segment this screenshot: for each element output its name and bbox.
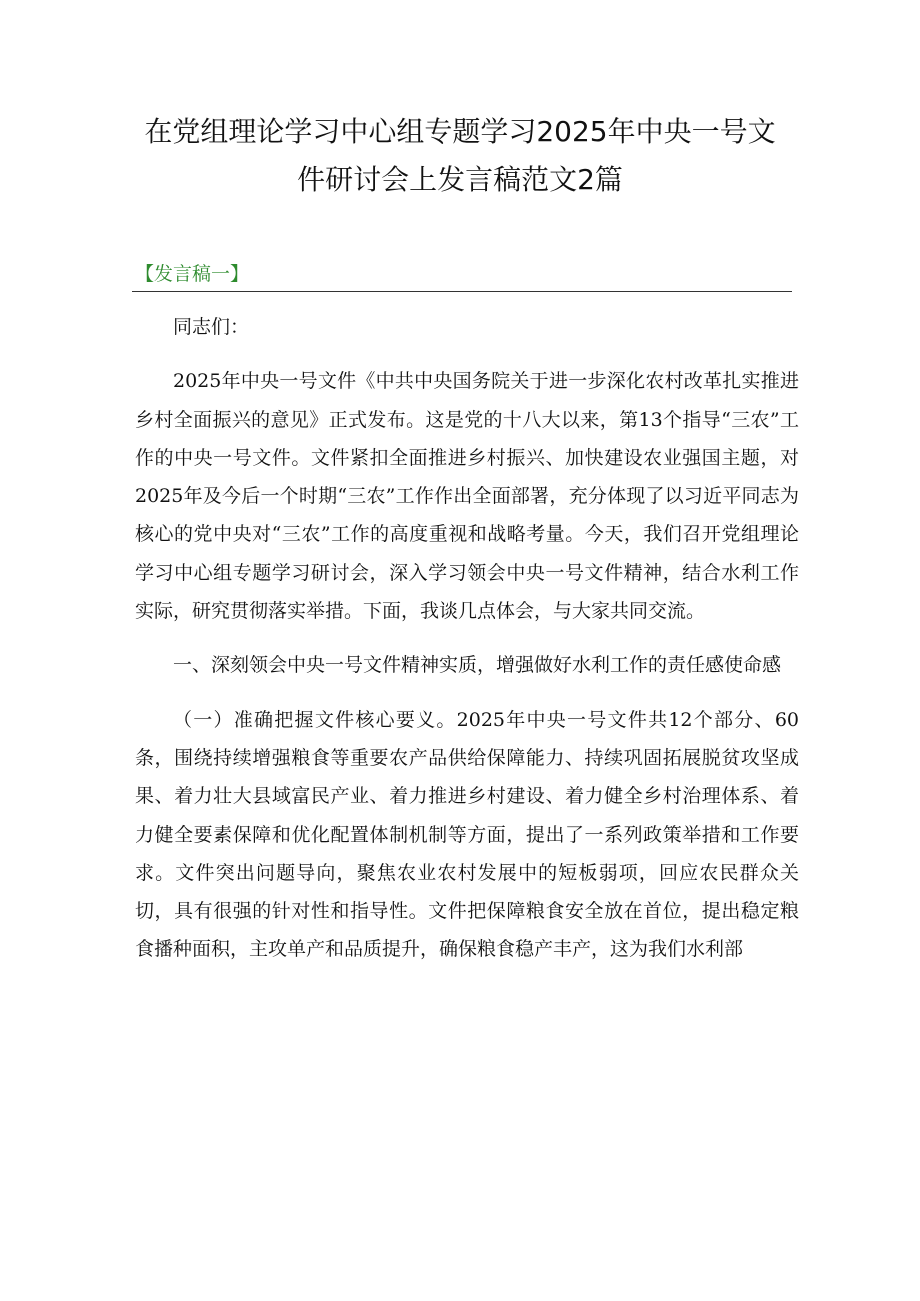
section-heading: 【发言稿一】: [135, 263, 250, 285]
heading-divider: [132, 291, 792, 292]
document-title: [120, 108, 800, 204]
section-one-heading: 一、深刻领会中央一号文件精神实质，增强做好水利工作的责任感使命感: [173, 654, 782, 677]
salutation-paragraph: 同志们：: [173, 316, 250, 338]
intro-paragraph: 2025年中央一号文件《中共中央国务院关于进一步深化农村改革扎实推进乡村全面振兴的意见》正式发布。这是党的十八大以来，第13个指导“三农”工作的中央一号文件。文件紧扣全面推进乡村振兴、加快建设农业强国主题，对2025年及今后一个时期“三农”工作作出全面部署，充分体现了以习近平同志为核心的党中央对“三农”工作的高度重视和战略考量。今天，我们召开党组理论学习中心组专题学习研讨会，深入学习领会中央一号文件精神，结合水利工作实际，研究贯彻落实举措。下面，我谈几点体会，与大家共同交流。: [135, 370, 799, 623]
subsection-one-paragraph: （一）准确把握文件核心要义。2025年中央一号文件共12个部分、60条，围绕持续增强粮食等重要农产品供给保障能力、持续巩固拓展脱贫攻坚成果、着力壮大县域富民产业、着力推进乡村建设、着力健全乡村治理体系、着力健全要素保障和优化配置体制机制等方面，提出了一系列政策举措和工作要求。文件突出问题导向，聚焦农业农村发展中的短板弱项，回应农民群众关切，具有很强的针对性和指导性。文件把保障粮食安全放在首位，提出稳定粮食播种面积，主攻单产和品质提升，确保粮食稳产丰产，这为我们水利部: [135, 708, 799, 961]
document-body: [135, 308, 799, 985]
title-line-1: 在党组理论学习中心组专题学习2025年中央一号文: [144, 115, 776, 148]
title-line-2: 件研讨会上发言稿范文2篇: [297, 163, 623, 196]
